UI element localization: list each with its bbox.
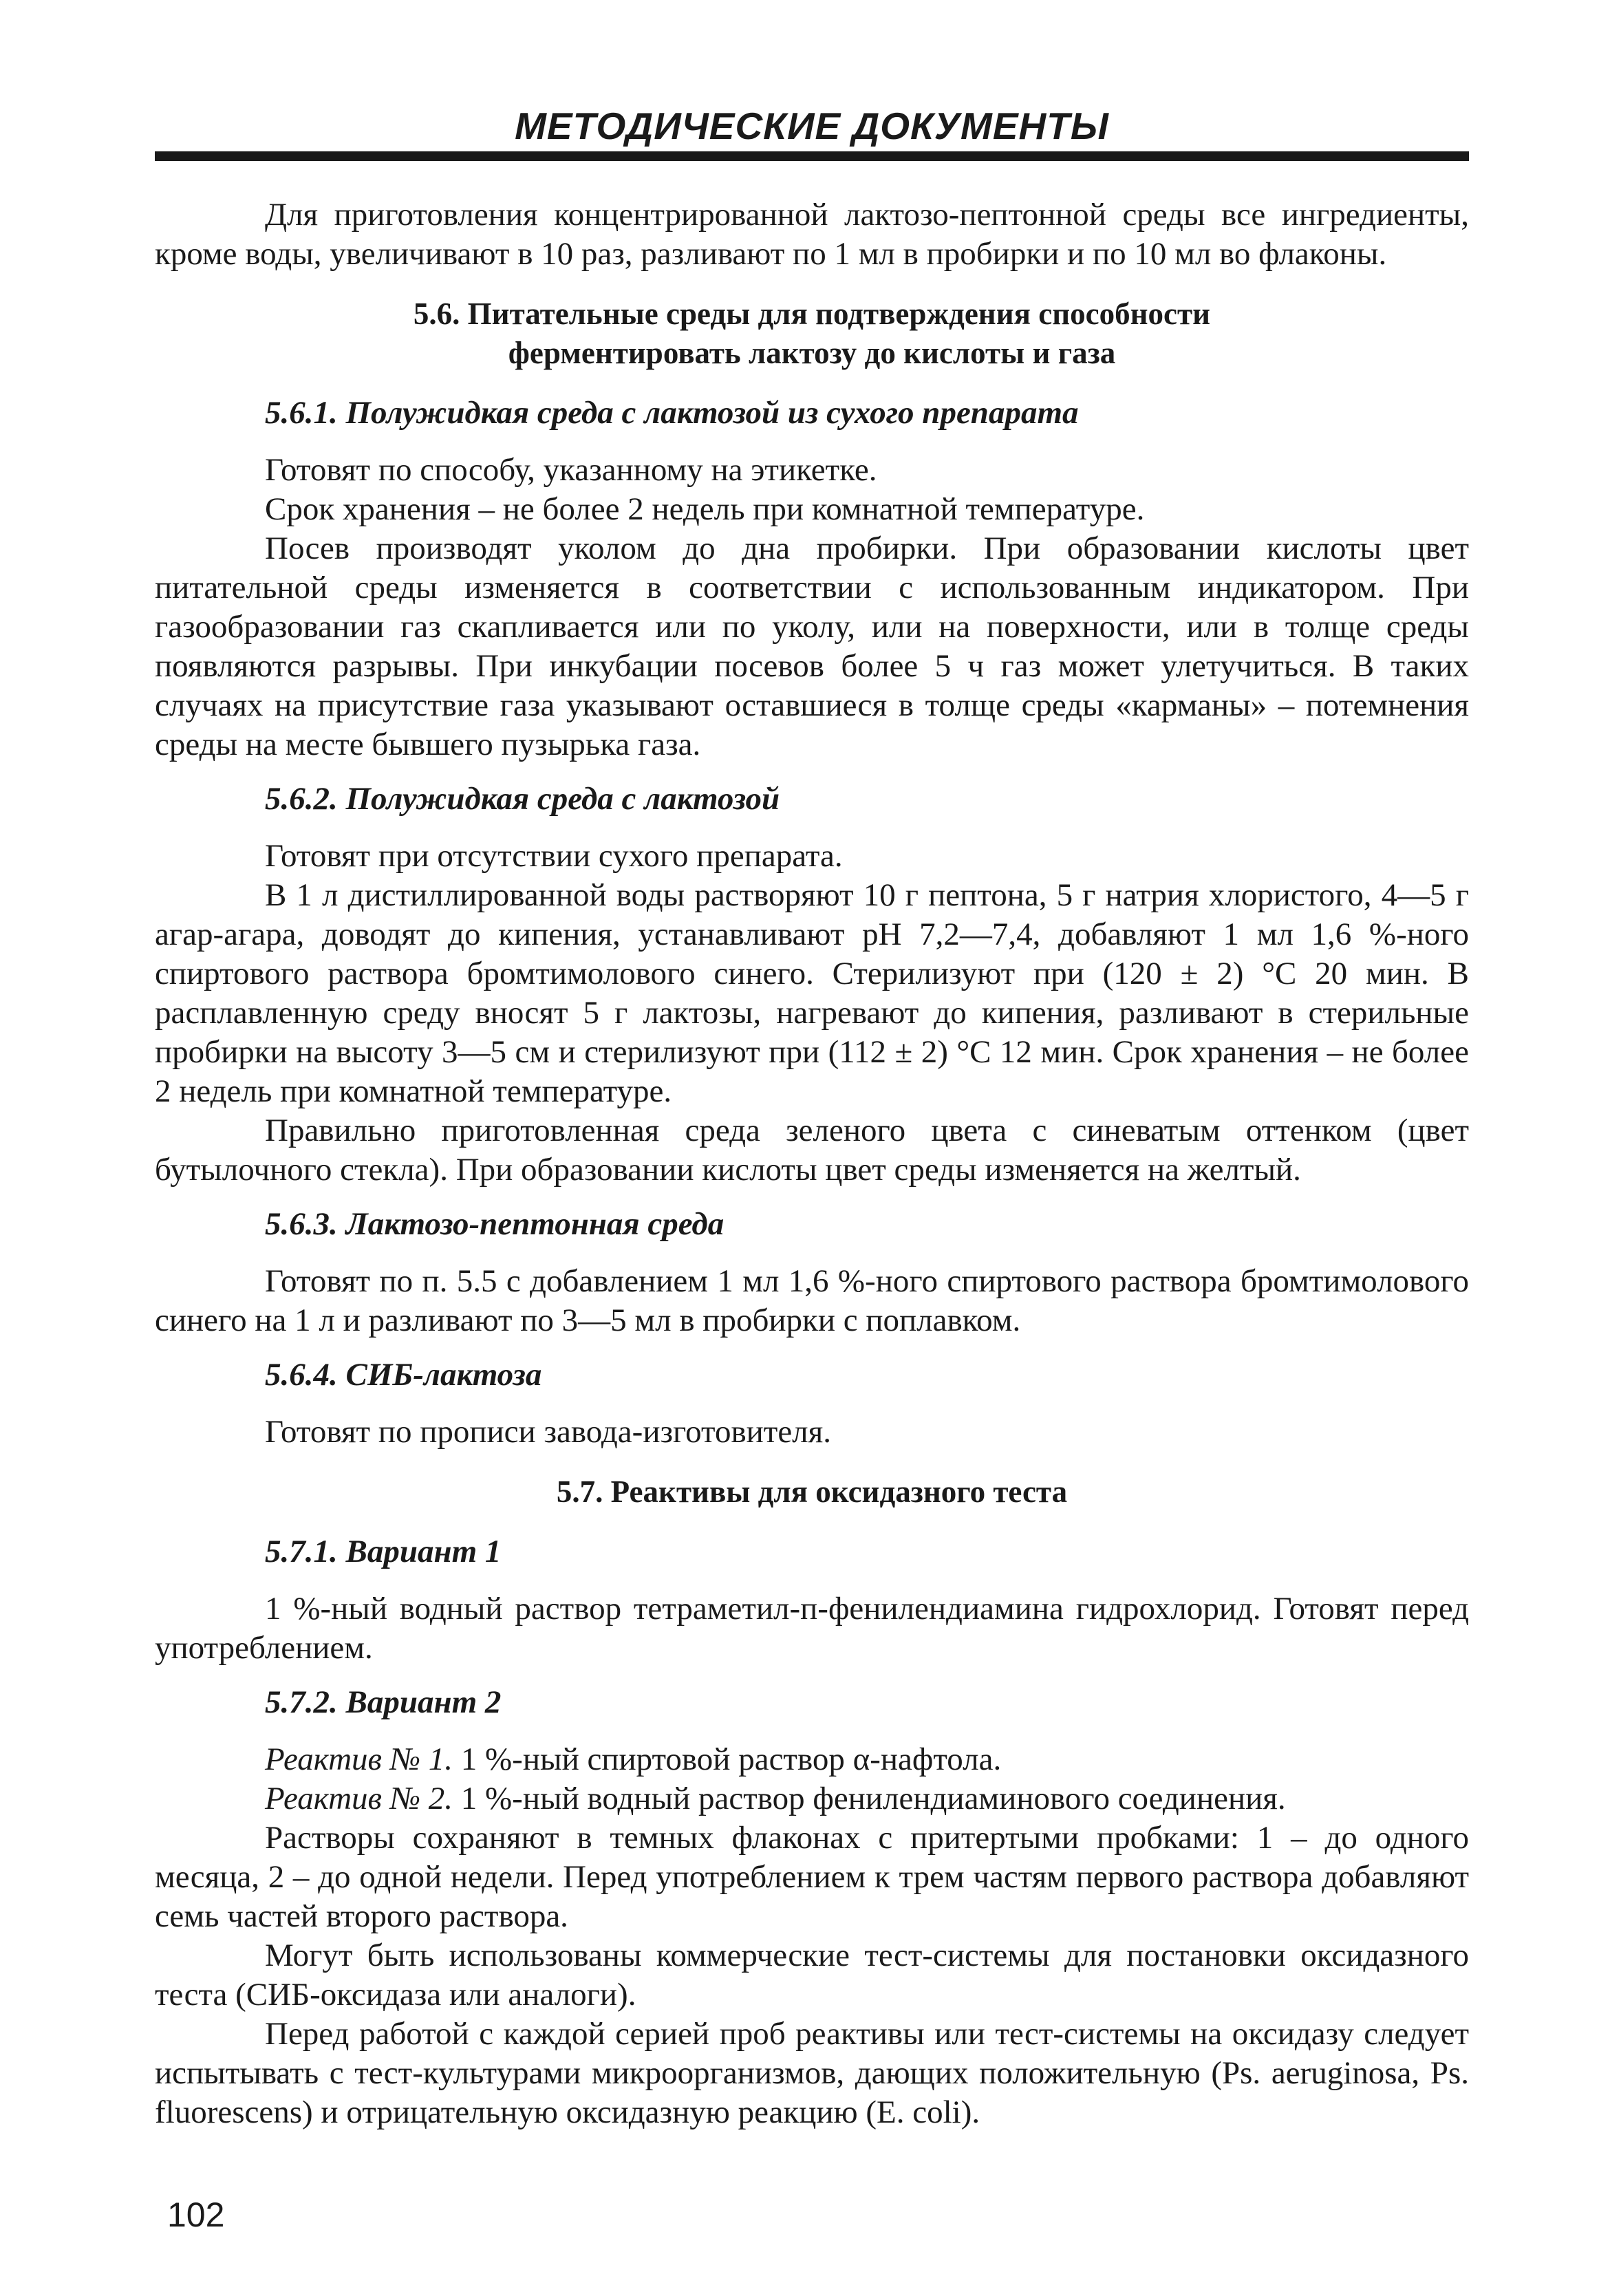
reagent-2-text: 1 %-ный водный раствор фенилендиаминового соединения.	[453, 1781, 1286, 1816]
paragraph: Готовят при отсутствии сухого препарата.	[265, 838, 843, 874]
paragraph: Готовят по п. 5.5 с добавлением 1 мл 1,6 %-ного спиртового раствора бромтимолового синего на 1 л и разливают по 3—5 мл в пробирки с поплавком.	[155, 1263, 1469, 1338]
subsection-5-7-1-heading: 5.7.1. Вариант 1	[265, 1534, 502, 1569]
paragraph: Правильно приготовленная среда зеленого цвета с синеватым оттенком (цвет бутылочного стекла). При образовании кислоты цвет среды изменяется на желтый.	[155, 1113, 1469, 1188]
running-header: МЕТОДИЧЕСКИЕ ДОКУМЕНТЫ	[515, 105, 1109, 147]
paragraph: Растворы сохраняют в темных флаконах с притертыми пробками: 1 – до одного месяца, 2 – до одной недели. Перед употреблением к трем частям первого раствора добавляют семь частей второго раствора.	[155, 1820, 1469, 1934]
subsection-5-6-3-heading: 5.6.3. Лактозо-пептонная среда	[265, 1206, 724, 1242]
reagent-2-paragraph	[155, 1779, 1469, 1818]
paragraph: Срок хранения – не более 2 недель при комнатной температуре.	[265, 491, 1145, 527]
reagent-2-label: Реактив № 2.	[265, 1781, 453, 1816]
subsection-5-6-1-heading: 5.6.1. Полужидкая среда с лактозой из сухого препарата	[265, 395, 1079, 431]
page-number: 102	[167, 2196, 225, 2234]
section-5-6-heading-line2: ферментировать лактозу до кислоты и газа	[508, 336, 1116, 370]
subsection-5-6-4-heading: 5.6.4. СИБ-лактоза	[265, 1357, 542, 1393]
reagent-1-paragraph	[155, 1740, 1469, 1779]
paragraph: 1 %-ный водный раствор тетраметил-п-фенилендиамина гидрохлорид. Готовят перед употреблением.	[155, 1591, 1469, 1666]
document-page	[155, 103, 1469, 2132]
reagent-1-text: 1 %-ный спиртовой раствор α-нафтола.	[453, 1741, 1002, 1777]
subsection-5-7-2-heading: 5.7.2. Вариант 2	[265, 1684, 502, 1720]
reagent-1-label: Реактив № 1.	[265, 1741, 453, 1777]
paragraph: Перед работой с каждой серией проб реактивы или тест-системы на оксидазу следует испытывать с тест-культурами микроорганизмов, дающих положительную (Ps. aeruginosa, Ps. fluorescens) и отрицательную оксидазную реакцию (E. coli).	[155, 2016, 1469, 2130]
paragraph: В 1 л дистиллированной воды растворяют 10 г пептона, 5 г натрия хлористого, 4—5 г агар-агара, доводят до кипения, устанавливают pH 7,2—7,4, добавляют 1 мл 1,6 %-ного спиртового раствора бромтимолового синего. Стерилизуют при (120 ± 2) °С 20 мин. В расплавленную среду вносят 5 г лактозы, нагревают до кипения, разливают в стерильные пробирки на высоту 3—5 см и стерилизуют при (112 ± 2) °С 12 мин. Срок хранения – не более 2 недель при комнатной температуре.	[155, 877, 1469, 1109]
paragraph: Готовят по прописи завода-изготовителя.	[265, 1414, 832, 1450]
section-5-7-heading: 5.7. Реактивы для оксидазного теста	[556, 1474, 1068, 1509]
paragraph: Посев производят уколом до дна пробирки. При образовании кислоты цвет питательной среды изменяется в соответствии с использованным индикатором. При газообразовании газ скапливается или по уколу, или на поверхности, или в толще среды появляются разрывы. При инкубации посевов более 5 ч газ может улетучиться. В таких случаях на присутствие газа указывают оставшиеся в толще среды «карманы» – потемнения среды на месте бывшего пузырька газа.	[155, 530, 1469, 762]
paragraph: Готовят по способу, указанному на этикетке.	[265, 452, 877, 488]
section-5-6-heading	[155, 294, 1469, 373]
section-5-6-heading-line1: 5.6. Питательные среды для подтверждения способности	[413, 297, 1211, 331]
header-rule	[155, 151, 1469, 161]
subsection-5-6-2-heading: 5.6.2. Полужидкая среда с лактозой	[265, 781, 780, 817]
paragraph: Могут быть использованы коммерческие тест-системы для постановки оксидазного теста (СИБ-оксидаза или аналоги).	[155, 1938, 1469, 2013]
intro-paragraph: Для приготовления концентрированной лактозо-пептонной среды все ингредиенты, кроме воды, увеличивают в 10 раз, разливают по 1 мл в пробирки и по 10 мл во флаконы.	[155, 197, 1469, 272]
